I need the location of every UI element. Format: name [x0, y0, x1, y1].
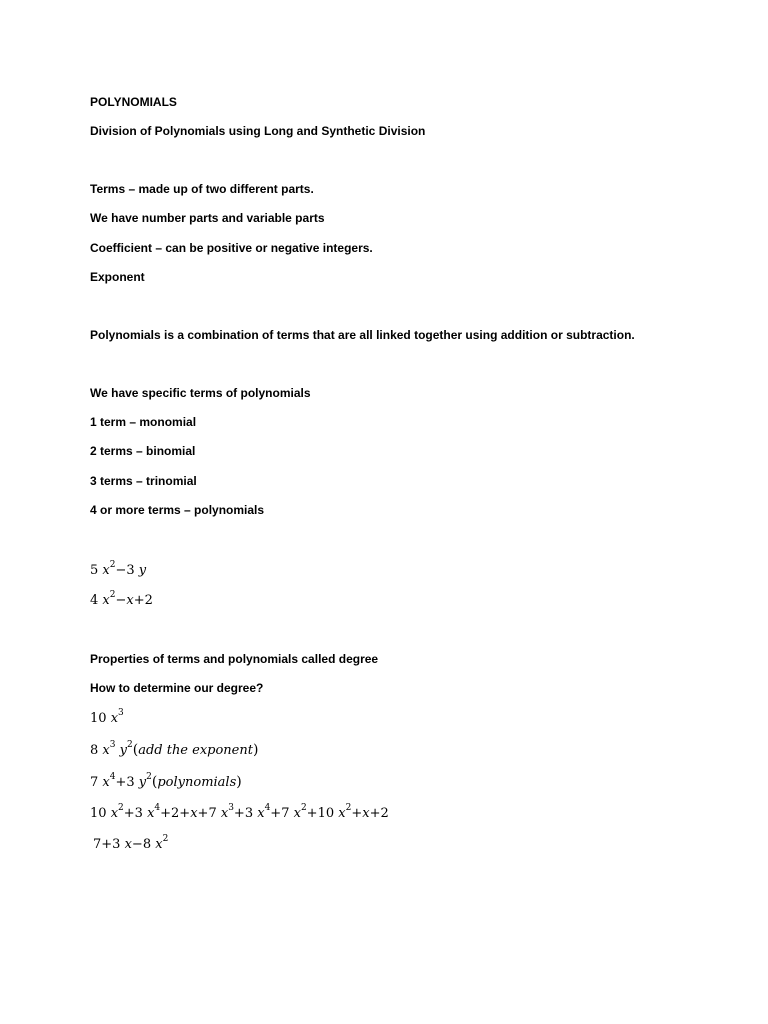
math-example-7: 7+3 x−8 $x^2$	[93, 834, 169, 852]
degree-properties-paragraph: Properties of terms and polynomials called degree	[90, 652, 379, 666]
polynomial-definition: Polynomials is a combination of terms that are all linked together using addition or subtraction.	[90, 328, 635, 342]
math-example-6: 10 $x^2+3$ $x^4+2+x+7$ $x^3+3$ $x^4+7$ $x^2+10$ $x^2+x+2$	[90, 803, 389, 821]
math-example-3: 10 $x^3$	[90, 708, 124, 726]
trinomial-item: 3 terms – trinomial	[90, 474, 197, 488]
terms-paragraph: Terms – made up of two different parts.	[90, 182, 314, 196]
document-heading: POLYNOMIALS	[90, 95, 177, 109]
monomial-item: 1 term – monomial	[90, 415, 197, 429]
degree-question-paragraph: How to determine our degree?	[90, 681, 264, 695]
math-example-4: 8 $x^3$ $y^2(add$ the exponent)	[90, 740, 259, 758]
specific-terms-paragraph: We have specific terms of polynomials	[90, 386, 311, 400]
math-example-5: 7 $x^4+3$ $y^2(polynomials)$	[90, 772, 242, 790]
document-subheading: Division of Polynomials using Long and Synthetic Division	[90, 124, 426, 138]
math-example-2: 4 $x^2-x+2$	[90, 590, 153, 608]
parts-paragraph: We have number parts and variable parts	[90, 211, 325, 225]
coefficient-paragraph: Coefficient – can be positive or negative integers.	[90, 241, 373, 255]
math-example-1: 5 $x^2-3$ y	[90, 560, 147, 578]
add-exponent-note: add the exponent	[138, 743, 253, 758]
polynomials-note: polynomials	[157, 775, 237, 790]
exponent-paragraph: Exponent	[90, 270, 145, 284]
binomial-item: 2 terms – binomial	[90, 444, 196, 458]
polynomials-item: 4 or more terms – polynomials	[90, 503, 265, 517]
